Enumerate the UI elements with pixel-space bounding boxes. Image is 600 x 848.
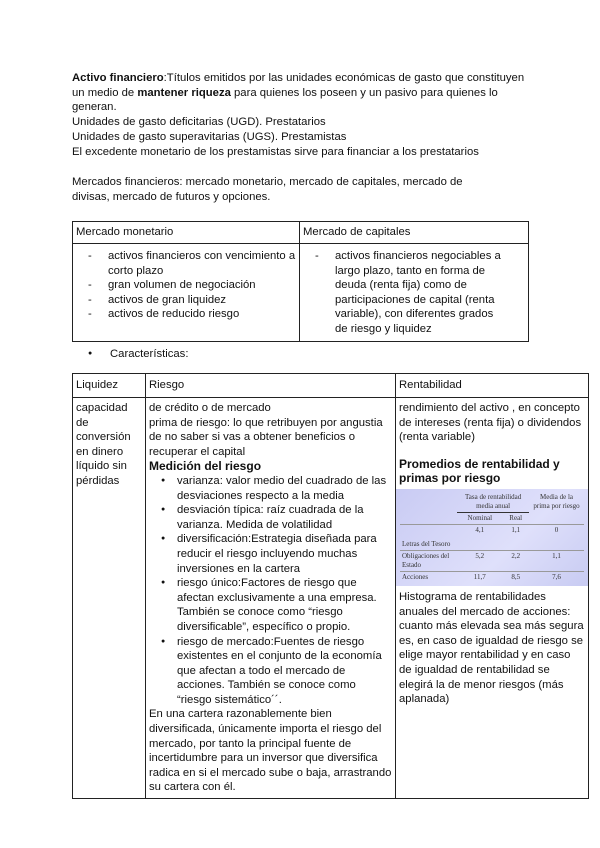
img-cell: 4,1 [475,525,485,534]
header-liquidez: Liquidez [73,374,146,398]
header-rentabilidad: Rentabilidad [396,374,589,398]
list-item: - activos financieros con vencimiento a corto plazo [108,249,296,278]
list-item: ● varianza: valor medio del cuadrado de las desviaciones respecto a la media [177,474,392,503]
img-cell: 8,5 [511,572,521,581]
closing-paragraph: En una cartera razonablemente bien diversificada, únicamente importa el riesgo del mercado, por tanto la principal fuente de incertidumbre para un inversor que diversifica radica en si el mercado sube o baja, arrastrando su cartera con él. [149,708,392,794]
rentabilidad-def: rendimiento del activo , en concepto de intereses (renta fija) o dividendos (renta variable) [399,402,582,444]
characteristics-table [72,373,589,799]
img-real-header: Real [509,513,523,522]
img-cell: 7,6 [552,572,561,581]
markets-table [72,221,529,342]
line-excedente: El excedente monetario de los prestamistas sirve para financiar a los prestatarios [72,146,479,158]
promedios-heading: Promedios de rentabilidad y primas por riesgo [399,456,560,486]
img-row-label: Letras del Tesoro [402,539,451,548]
capitales-list [303,249,508,337]
img-prima-header: Media de la prima por riesgo [533,492,580,510]
img-cell: 2,2 [511,551,521,560]
bold-phrase: mantener riqueza [137,86,231,99]
list-item: ● desviación típica: raíz cuadrada de la varianza. Medida de volatilidad [177,503,392,532]
definition-text: :Títulos emitidos por las unidades económicas de gasto que constituyen un medio de [72,72,525,99]
list-item: ● riesgo de mercado:Fuentes de riesgo existentes en el conjunto de la economía que afectan a todo el mercado de acciones. También se conoce como “riesgo sistemático´´. [177,635,392,708]
img-row-label: Acciones [402,572,429,581]
img-cell: 0 [554,525,559,534]
monetario-list [76,249,296,322]
medicion-list [149,474,392,708]
img-cell: 11,7 [473,572,486,581]
definition-paragraph [72,71,532,115]
img-group-header: Tasa de rentabilidad media anual [457,492,529,513]
histograma-paragraph: Histograma de rentabilidades anuales del mercado de acciones: cuanto más elevada sea más segura es, en caso de igualdad de riesgo se elige mayor rentabilidad y en caso de igualdad de rentabilidad se elegirá la de menor riesgos (más aplanada) [399,590,584,706]
list-item: - activos de reducido riesgo [108,307,296,322]
list-item: ● riesgo único:Factores de riesgo que afectan exclusivamente a una empresa. También se conoce como “riesgo diversificable”, específico o propio. [177,576,392,634]
prima-riesgo: prima de riesgo: lo que retribuyen por angustia de no saber si vas a obtener beneficios o recuperar el capital [149,416,383,458]
line-ugs: Unidades de gasto superavitarias (UGS). Prestamistas [72,131,347,143]
caracteristicas-bullet: ● Características: [88,348,189,360]
list-item: ● diversificación:Estrategia diseñada para reducir el riesgo incluyendo muchas inversiones en la cartera [177,532,392,576]
list-item: - gran volumen de negociación [108,278,296,293]
medicion-heading: Medición del riesgo [149,459,262,474]
img-row-label: Obligaciones del Estado [402,551,450,569]
riesgo-cell [146,398,396,799]
bullet-text: Características: [110,348,189,360]
img-cell: 5,2 [475,551,485,560]
line-ugd: Unidades de gasto deficitarias (UGD). Prestatarios [72,116,326,128]
liquidez-cell: capacidad de conversión en dinero líquido sin pérdidas [73,398,146,799]
term-activo-financiero: Activo financiero [72,72,164,84]
img-cell: 1,1 [511,525,521,534]
definition-text-end: para quienes los poseen y un pasivo para quienes lo generan. [72,86,498,114]
header-capitales: Mercado de capitales [300,222,529,244]
img-cell: 1,1 [552,551,561,560]
returns-table-image [396,489,588,586]
list-item: - activos de gran liquidez [108,293,296,308]
header-monetario: Mercado monetario [73,222,300,244]
img-nominal-header: Nominal [467,513,493,522]
header-riesgo: Riesgo [146,374,396,398]
list-item: - activos financieros negociables a largo plazo, tanto en forma de deuda (renta fija) como de participaciones de capital (renta variable), con diferentes grados de riesgo y liquidez [335,249,508,337]
riesgo-tipos: de crédito o de mercado [149,402,271,414]
mercados-paragraph: Mercados financieros: mercado monetario, mercado de capitales, mercado de divisas, mercado de futuros y opciones. [72,176,463,203]
rentabilidad-cell [396,398,589,799]
